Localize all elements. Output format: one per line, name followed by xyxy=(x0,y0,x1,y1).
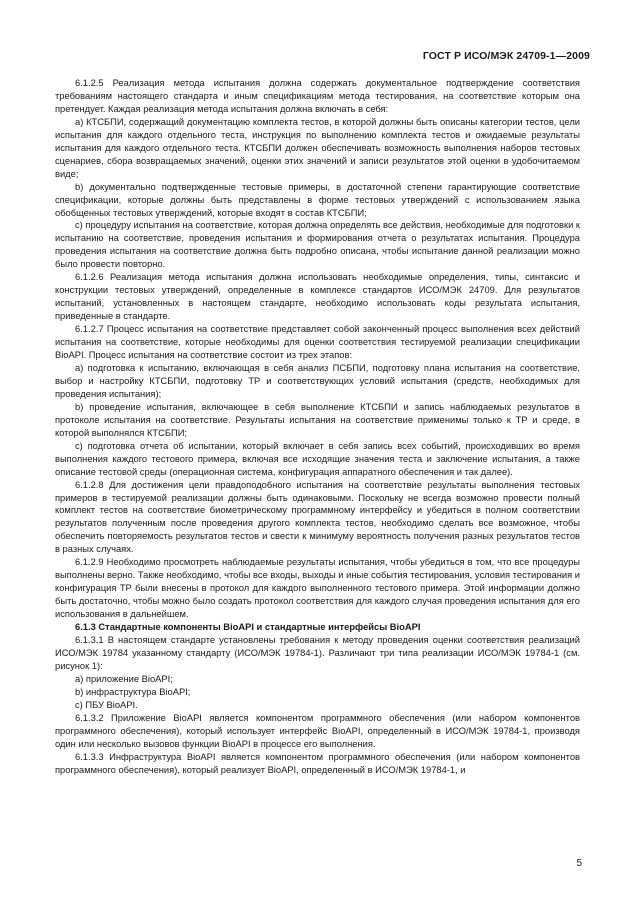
document-body xyxy=(55,77,580,776)
paragraph-6-1-2-8: 6.1.2.8 Для достижения цели правдоподобного испытания на соответствие результаты выполнения тестовых примеров в тестируемой реализации должны быть одинаковыми. Поскольку не всегда возможно провести полный комплект тестов на соответствие биометрическому программному интерфейсу и убедиться в полном соответствии результатов полученным после проведения другого комплекта тестов, необходимо сделать все возможное, чтобы обеспечить повторяемость результатов тестов и свести к минимуму вероятность получения разных результатов тестов в разных случаях. xyxy=(55,479,580,555)
page-number: 5 xyxy=(576,858,582,869)
section-heading-6-1-3: 6.1.3 Стандартные компоненты BioAPI и стандартные интерфейсы BioAPI xyxy=(75,622,421,633)
list-item-b: b) проведение испытания, включающее в себя выполнение КТСБПИ и запись наблюдаемых результатов в протоколе испытания на соответствие. Результаты испытания на соответствие применимы только к ТР и среде, в которой выполнялся КТСБПИ; xyxy=(55,401,580,438)
list-item-b: b) документально подтвержденные тестовые примеры, в достаточной степени гарантирующие соответствие спецификации, которые должны быть представлены в форме тестовых утверждений с использованием языка обобщенных тестовых утверждений, которые входят в состав КТСБПИ; xyxy=(55,181,580,218)
paragraph-6-1-2-7: 6.1.2.7 Процесс испытания на соответствие представляет собой законченный процесс выполнения всех действий испытания на соответствие, которые необходимы для оценки соответствия тестируемой реализации спецификации BioAPI. Процесс испытания на соответствие состоит из трех этапов: xyxy=(55,324,580,361)
document-header: ГОСТ Р ИСО/МЭК 24709-1—2009 xyxy=(422,50,590,62)
list-item-a: a) приложение BioAPI; xyxy=(75,673,173,684)
list-item-a: a) КТСБПИ, содержащий документацию комплекта тестов, в которой должны быть описаны категории тестов, цели испытания для каждого отдельного теста, инструкция по выполнению комплекта тестов и ожидаемые результаты испытания для каждого отдельного теста. КТСБПИ должен обеспечивать возможность выполнения наборов тестовых сценариев, сбора возвращаемых значений, оценки этих значений и записи результатов этой оценки в удобочитаемом виде; xyxy=(55,116,580,179)
paragraph-6-1-2-6: 6.1.2.6 Реализация метода испытания должна использовать необходимые определения, типы, синтаксис и конструкции тестовых утверждений, определенные в комплексе стандартов ИСО/МЭК 24709. Для результатов испытаний, установленных в настоящем стандарте, необходимо использовать коды результата испытания, приведенные в стандарте. xyxy=(55,272,580,322)
paragraph-6-1-3-2: 6.1.3.2 Приложение BioAPI является компонентом программного обеспечения (или набором компонентов программного обеспечения), который использует интерфейс BioAPI, определенный в ИСО/МЭК 19784-1, производя один или несколько вызовов функции BioAPI в процессе его выполнения. xyxy=(55,712,580,749)
list-item-c: c) подготовка отчета об испытании, который включает в себя запись всех событий, происходивших во время выполнения каждого тестового примера, включая все исходящие значения теста и заключение испытания, а также описание тестовой среды (операционная система, конфигурация аппаратного обеспечения и так далее). xyxy=(55,440,580,477)
list-item-c: c) процедуру испытания на соответствие, которая должна определять все действия, необходимые для подготовки к испытанию на соответствие, проведения испытания и формирования отчета о результатах испытания. Процедура проведения испытания на соответствие должна быть подробно описана, чтобы испытание данной реализации можно было провести повторно. xyxy=(55,220,580,270)
list-item-a: a) подготовка к испытанию, включающая в себя анализ ПСБПИ, подготовку плана испытания на соответствие, выбор и настройку КТСБПИ, подготовку ТР и соответствующих условий испытания (средств, необходимых для проведения испытания); xyxy=(55,362,580,399)
paragraph-6-1-2-5: 6.1.2.5 Реализация метода испытания должна содержать документальное подтверждение соответствия требованиям настоящего стандарта и иным спецификациям метода тестирования, на соответствие которым она претендует. Каждая реализация метода испытания должна включать в себя: xyxy=(55,78,580,114)
list-item-b: b) инфраструктура BioAPI; xyxy=(75,686,191,697)
list-item-c: c) ПБУ BioAPI. xyxy=(75,699,138,710)
paragraph-6-1-3-1: 6.1.3.1 В настоящем стандарте установлены требования к методу проведения оценки соответствия реализаций ИСО/МЭК 19784 указанному стандарту (ИСО/МЭК 19784-1). Различают три типа реализации ИСО/МЭК 19784-1 (см. рисунок 1): xyxy=(55,634,580,671)
paragraph-6-1-3-3: 6.1.3.3 Инфраструктура BioAPI является компонентом программного обеспечения (или набором компонентов программного обеспечения), который реализует BioAPI, определенный в ИСО/МЭК 19784-1, и xyxy=(55,751,580,775)
paragraph-6-1-2-9: 6.1.2.9 Необходимо просмотреть наблюдаемые результаты испытания, чтобы убедиться в том, что все процедуры выполнены верно. Также необходимо, чтобы все входы, выходы и иные события тестирования, условия тестирования и конфигурация ТР были внесены в протокол для каждого выполненного тестового примера. Этой информации должно быть достаточно, чтобы можно было создать протокол соответствия для каждого случая проведения испытания для его использования в дальнейшем. xyxy=(55,557,580,620)
